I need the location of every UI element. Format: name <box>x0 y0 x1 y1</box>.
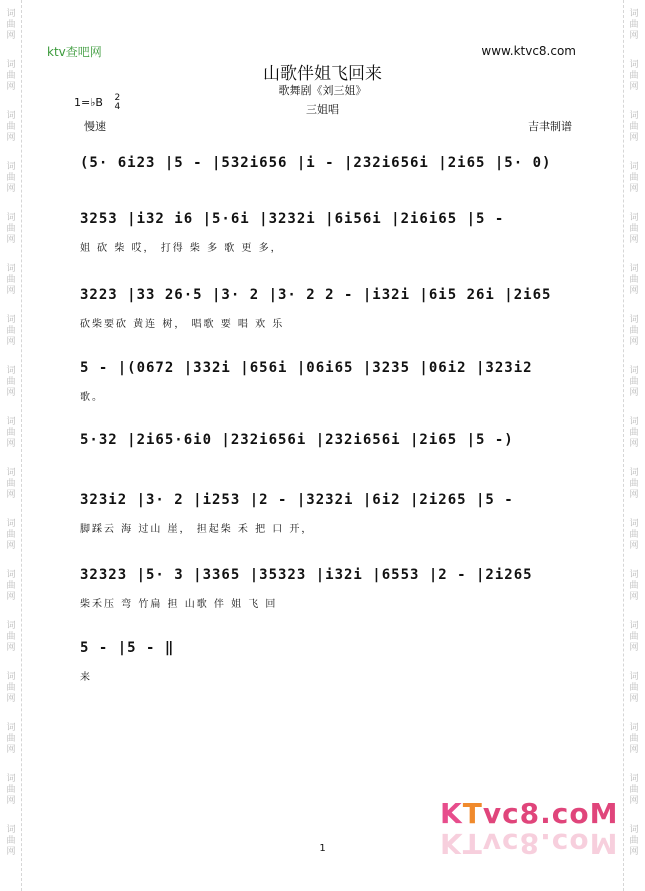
watermark-char: 曲 <box>6 377 16 387</box>
watermark-char: 词 <box>6 111 16 121</box>
logo-rest: vc8.coM <box>482 797 619 830</box>
watermark-group <box>629 306 638 357</box>
watermark-char: 网 <box>629 745 639 755</box>
watermark-char: 词 <box>6 366 16 376</box>
score-line-7 <box>80 562 570 610</box>
watermark-char: 曲 <box>6 20 16 30</box>
watermark-char: 词 <box>629 417 639 427</box>
watermark-char: 曲 <box>6 173 16 183</box>
watermark-char: 词 <box>629 213 639 223</box>
watermark-char: 曲 <box>629 479 639 489</box>
lyrics-line-7: 柴禾压 弯 竹扁 担 山歌 伴 姐 飞 回 <box>80 599 278 610</box>
right-dashed-border <box>623 0 624 891</box>
song-title: 山歌伴姐飞回来 <box>263 64 382 84</box>
watermark-char: 曲 <box>629 683 639 693</box>
watermark-group <box>6 153 15 204</box>
watermark-char: 词 <box>6 723 16 733</box>
watermark-char: 网 <box>629 337 639 347</box>
watermark-char: 曲 <box>629 377 639 387</box>
watermark-group <box>6 408 15 459</box>
watermark-char: 网 <box>6 337 16 347</box>
watermark-group <box>6 816 15 867</box>
score-line-8 <box>80 635 570 683</box>
watermark-char: 词 <box>6 672 16 682</box>
score-line-5 <box>80 427 570 460</box>
watermark-char: 网 <box>6 796 16 806</box>
watermark-char: 曲 <box>629 122 639 132</box>
watermark-group <box>629 408 638 459</box>
watermark-char: 曲 <box>6 428 16 438</box>
watermark-char: 曲 <box>6 275 16 285</box>
time-bottom: 4 <box>114 102 121 112</box>
watermark-group <box>6 0 15 51</box>
watermark-char: 曲 <box>6 734 16 744</box>
watermark-char: 曲 <box>629 632 639 642</box>
watermark-char: 词 <box>629 366 639 376</box>
watermark-char: 网 <box>6 847 16 857</box>
watermark-char: 词 <box>6 519 16 529</box>
watermark-char: 曲 <box>629 530 639 540</box>
page-number: 1 <box>319 843 326 854</box>
watermark-group <box>629 663 638 714</box>
watermark-char: 曲 <box>6 581 16 591</box>
tempo-marking: 慢速 <box>84 120 106 133</box>
watermark-char: 词 <box>6 315 16 325</box>
watermark-group <box>629 765 638 816</box>
watermark-char: 曲 <box>629 275 639 285</box>
notes-line-7: 32323 |5· 3 |3365 |35323 |i32i |6553 |2 - |2i265 <box>80 567 533 583</box>
notes-line-3: 3223 |33 26·5 |3· 2 |3· 2 2 - |i32i |6i5 26i |2i65 <box>80 287 552 303</box>
watermark-char: 词 <box>6 468 16 478</box>
watermark-char: 曲 <box>6 71 16 81</box>
watermark-group <box>629 612 638 663</box>
watermark-char: 词 <box>629 519 639 529</box>
notes-line-8: 5 - |5 - ‖ <box>80 640 175 656</box>
watermark-char: 词 <box>6 774 16 784</box>
watermark-char: 网 <box>6 184 16 194</box>
site-url: www.ktvc8.com <box>481 44 576 58</box>
watermark-char: 词 <box>6 570 16 580</box>
watermark-char: 曲 <box>629 581 639 591</box>
notes-line-2: 3253 |i32 i6 |5·6i |3232i |6i56i |2i6i65 |5 - <box>80 211 505 227</box>
watermark-char: 网 <box>6 694 16 704</box>
watermark-group <box>629 153 638 204</box>
lyrics-line-2: 姐 砍 柴 哎， 打得 柴 多 歌 更 多， <box>80 243 283 254</box>
watermark-char: 网 <box>6 235 16 245</box>
watermark-char: 曲 <box>6 479 16 489</box>
watermark-char: 曲 <box>6 785 16 795</box>
logo-k: K <box>440 797 463 830</box>
watermark-char: 曲 <box>6 632 16 642</box>
song-subtitle: 歌舞剧《刘三姐》 <box>278 84 367 97</box>
watermark-char: 网 <box>629 541 639 551</box>
watermark-group <box>629 0 638 51</box>
watermark-group <box>6 306 15 357</box>
watermark-char: 网 <box>6 133 16 143</box>
score-line-1 <box>80 150 570 183</box>
watermark-char: 词 <box>6 9 16 19</box>
watermark-char: 曲 <box>6 224 16 234</box>
watermark-char: 网 <box>6 643 16 653</box>
watermark-char: 曲 <box>629 326 639 336</box>
watermark-char: 曲 <box>629 734 639 744</box>
watermark-group <box>6 255 15 306</box>
watermark-char: 网 <box>629 31 639 41</box>
watermark-char: 曲 <box>629 20 639 30</box>
notes-line-5: 5·32 |2i65·6i0 |232i656i |232i656i |2i65 |5 -) <box>80 432 514 448</box>
watermark-char: 网 <box>6 286 16 296</box>
watermark-char: 曲 <box>6 836 16 846</box>
key-signature <box>74 94 120 112</box>
watermark-char: 网 <box>6 745 16 755</box>
watermark-group <box>629 510 638 561</box>
watermark-char: 网 <box>629 235 639 245</box>
watermark-char: 网 <box>629 592 639 602</box>
lyrics-line-4: 歌。 <box>80 392 104 403</box>
watermark-char: 网 <box>6 82 16 92</box>
watermark-group <box>6 204 15 255</box>
watermark-char: 网 <box>629 82 639 92</box>
watermark-group <box>629 714 638 765</box>
watermark-char: 网 <box>629 694 639 704</box>
watermark-char: 网 <box>629 643 639 653</box>
watermark-group <box>6 612 15 663</box>
lyrics-line-8: 来 <box>80 672 92 683</box>
watermark-group <box>6 510 15 561</box>
watermark-char: 网 <box>6 439 16 449</box>
watermark-char: 词 <box>629 315 639 325</box>
watermark-char: 词 <box>6 621 16 631</box>
watermark-group <box>629 816 638 867</box>
watermark-char: 词 <box>629 60 639 70</box>
watermark-char: 网 <box>6 592 16 602</box>
watermark-char: 曲 <box>629 224 639 234</box>
watermark-group <box>629 255 638 306</box>
notes-line-4: 5 - |(0672 |332i |656i |06i65 |3235 |06i2 |323i2 <box>80 360 533 376</box>
watermark-char: 词 <box>629 825 639 835</box>
watermark-char: 词 <box>6 264 16 274</box>
watermark-char: 网 <box>629 847 639 857</box>
time-top: 2 <box>114 93 121 103</box>
watermark-char: 网 <box>629 388 639 398</box>
watermark-group <box>629 357 638 408</box>
watermark-char: 词 <box>629 468 639 478</box>
watermark-char: 网 <box>629 796 639 806</box>
watermark-char: 网 <box>6 388 16 398</box>
score-line-2 <box>80 206 570 254</box>
watermark-char: 词 <box>629 111 639 121</box>
watermark-char: 网 <box>629 184 639 194</box>
watermark-char: 词 <box>629 9 639 19</box>
right-watermark-column <box>623 0 645 891</box>
watermark-group <box>6 765 15 816</box>
watermark-char: 网 <box>629 286 639 296</box>
watermark-char: 曲 <box>6 122 16 132</box>
singer-label: 三姐唱 <box>306 103 339 116</box>
watermark-char: 曲 <box>6 326 16 336</box>
watermark-group <box>6 459 15 510</box>
lyrics-line-3: 砍柴要砍 黄连 树， 唱歌 要 唱 欢 乐 <box>80 319 285 330</box>
ktvc8-logo <box>440 797 618 830</box>
watermark-char: 词 <box>629 162 639 172</box>
left-dashed-border <box>21 0 22 891</box>
watermark-char: 网 <box>629 439 639 449</box>
watermark-group <box>6 714 15 765</box>
watermark-char: 曲 <box>6 683 16 693</box>
watermark-group <box>629 204 638 255</box>
notes-line-1: (5· 6i23 |5 - |532i656 |i - |232i656i |2i65 |5· 0) <box>80 155 552 171</box>
watermark-group <box>6 561 15 612</box>
watermark-char: 词 <box>6 60 16 70</box>
watermark-char: 词 <box>629 570 639 580</box>
watermark-char: 词 <box>629 672 639 682</box>
score-line-3 <box>80 282 570 330</box>
notes-line-6: 323i2 |3· 2 |i253 |2 - |3232i |6i2 |2i265 |5 - <box>80 492 514 508</box>
logo-t: T <box>462 797 483 830</box>
watermark-char: 词 <box>629 723 639 733</box>
watermark-group <box>629 561 638 612</box>
watermark-char: 曲 <box>629 836 639 846</box>
key-label: 1=♭B <box>74 96 103 109</box>
watermark-char: 曲 <box>629 71 639 81</box>
watermark-char: 网 <box>6 490 16 500</box>
watermark-group <box>6 357 15 408</box>
brand-text: ktv查吧网 <box>47 45 102 59</box>
watermark-char: 词 <box>629 621 639 631</box>
watermark-char: 词 <box>6 825 16 835</box>
time-signature <box>114 94 120 112</box>
watermark-char: 词 <box>629 264 639 274</box>
watermark-char: 词 <box>6 162 16 172</box>
watermark-char: 词 <box>6 213 16 223</box>
watermark-char: 网 <box>6 31 16 41</box>
lyrics-line-6: 脚踩云 海 过山 崖， 担起柴 禾 把 口 开， <box>80 524 314 535</box>
ktvc8-logo-reflection: KTvc8.coM <box>440 827 619 860</box>
watermark-group <box>6 663 15 714</box>
watermark-group <box>629 459 638 510</box>
watermark-char: 网 <box>6 541 16 551</box>
watermark-char: 曲 <box>629 173 639 183</box>
watermark-char: 网 <box>629 490 639 500</box>
watermark-char: 曲 <box>629 428 639 438</box>
score-line-4 <box>80 355 570 403</box>
watermark-char: 网 <box>629 133 639 143</box>
watermark-char: 词 <box>6 417 16 427</box>
watermark-char: 曲 <box>6 530 16 540</box>
compiler-credit: 吉聿制谱 <box>528 120 572 133</box>
left-watermark-column <box>0 0 22 891</box>
watermark-char: 词 <box>629 774 639 784</box>
score-line-6 <box>80 487 570 535</box>
watermark-char: 曲 <box>629 785 639 795</box>
